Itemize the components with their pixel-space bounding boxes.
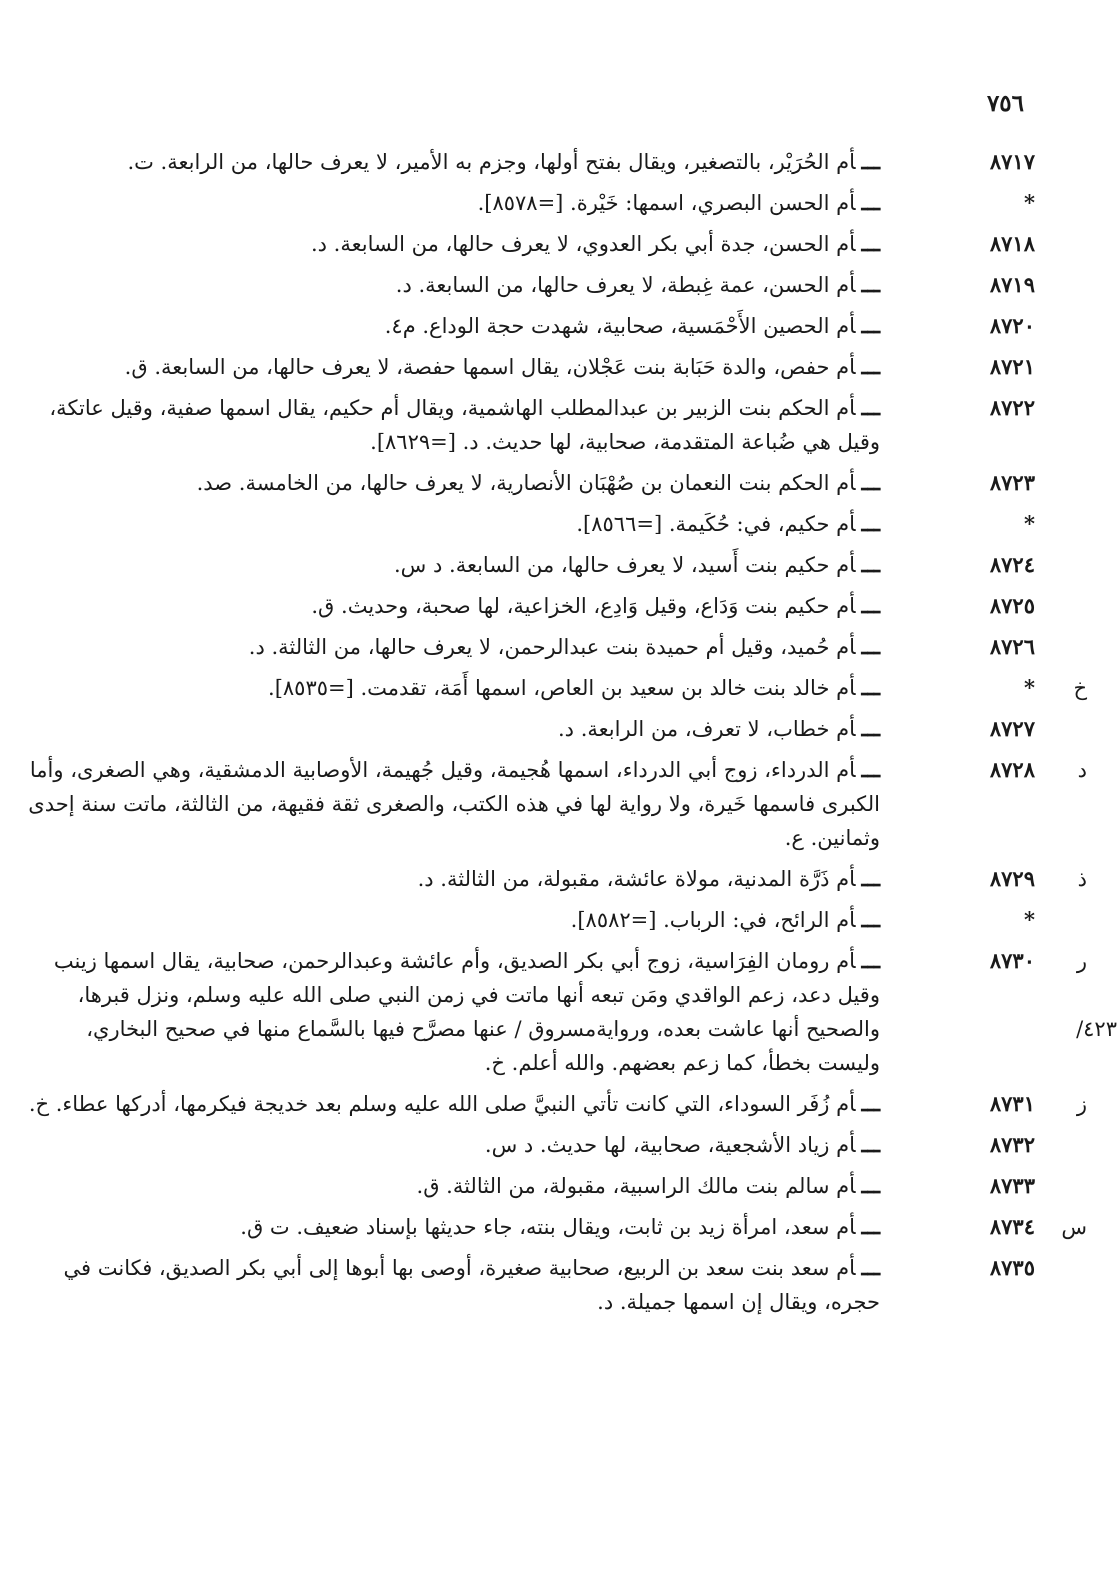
entry-text: أم زياد الأشجعية، صحابية، لها حديث. د س. [484, 1133, 856, 1157]
entry [20, 1128, 1035, 1162]
entry-text: أم حكيم بنت أَسيد، لا يعرف حالها، من السابعة. د س. [394, 553, 856, 577]
entry [20, 268, 1035, 302]
entry-dash: ـــ [861, 470, 880, 495]
entry-text: أم سالم بنت مالك الراسبية، مقبولة، من الثالثة. ق. [416, 1174, 856, 1198]
entry-number: ٨٧٢٤ [989, 552, 1035, 577]
entry-text: أم الرائح، في: الرباب. [=٨٥٨٢]. [570, 908, 856, 932]
entry-number: * [1024, 511, 1035, 536]
entry [20, 1251, 1035, 1319]
entry [20, 391, 1035, 459]
entry-dash: ـــ [861, 907, 880, 932]
entry-text: أم سعد بنت سعد بن الربيع، صحابية صغيرة، أوصى بها أبوها إلى أبي بكر الصديق، فكانت في حجره، ويقال إن اسمها جميلة. د. [63, 1256, 880, 1314]
entry-text: أم زُفَر السوداء، التي كانت تأتي النبيَّ صلى الله عليه وسلم بعد خديجة فيكرمها، أدركها عطاء. خ. [28, 1092, 856, 1116]
entry-dash: ـــ [861, 1255, 880, 1280]
entry-dash: ـــ [861, 948, 880, 973]
entry [20, 507, 1035, 541]
entry-text: أم خالد بنت خالد بن سعيد بن العاص، اسمها أَمَة، تقدمت. [=٨٥٣٥]. [268, 676, 856, 700]
entry-dash: ـــ [861, 716, 880, 741]
entry-dash: ـــ [861, 1132, 880, 1157]
entry-text: أم ذَرَّة المدنية، مولاة عائشة، مقبولة، من الثالثة. د. [417, 867, 856, 891]
entry-dash: ـــ [861, 866, 880, 891]
entry [20, 186, 1035, 220]
entry-dash: ـــ [861, 190, 880, 215]
margin-page-reference: ٤٢٣/ [1076, 1017, 1117, 1041]
entry-number: ٨٧٢٠ [989, 313, 1035, 338]
entry-text: أم حكيم بنت وَدَاع، وقيل وَادِع، الخزاعية، لها صحبة، وحديث. ق. [311, 594, 856, 618]
entry-number: ٨٧٣٤ [989, 1214, 1035, 1239]
entry [20, 309, 1035, 343]
margin-letter: ذ [1077, 867, 1087, 891]
entry [20, 1169, 1035, 1203]
entry-text: أم الحكم بنت النعمان بن صُهْبَان الأنصارية، لا يعرف حالها، من الخامسة. صد. [196, 471, 856, 495]
margin-letter: خ [1073, 676, 1087, 700]
entry-text: أم رومان الفِرَاسية، زوج أبي بكر الصديق، وأم عائشة وعبدالرحمن، صحابية، يقال اسمها زينب وقيل دعد، زعم الواقدي ومَن تبعه أنها ماتت في زمن النبي صلى الله عليه وسلم، ونزل قبرها، والصحيح أنها عاشت بعده، وروايةمسروق / عنها مصرَّح فيها بالسَّماع منها في صحيح البخاري، وليست بخطأ، كما زعم بعضهم. والله أعلم. خ. [53, 949, 880, 1075]
entry-number: ٨٧٢٢ [989, 395, 1035, 420]
entry-dash: ـــ [861, 1091, 880, 1116]
entry-dash: ـــ [861, 757, 880, 782]
entry-number: ٨٧٣٢ [989, 1132, 1035, 1157]
entry-text: أم حُميد، وقيل أم حميدة بنت عبدالرحمن، لا يعرف حالها، من الثالثة. د. [248, 635, 856, 659]
entry [20, 466, 1035, 500]
entry-text: أم الحسن، جدة أبي بكر العدوي، لا يعرف حالها، من السابعة. د. [310, 232, 856, 256]
entry-dash: ـــ [861, 552, 880, 577]
entry-text: أم خطاب، لا تعرف، من الرابعة. د. [558, 717, 856, 741]
entries-list [20, 145, 1117, 1326]
entry-text: أم حفص، والدة حَبَابة بنت عَجْلان، يقال اسمها حفصة، لا يعرف حالها، من السابعة. ق. [124, 355, 856, 379]
entry [20, 753, 1087, 855]
entry-number: ٨٧١٧ [989, 149, 1035, 174]
entry-dash: ـــ [861, 313, 880, 338]
entry-number: ٨٧٣٣ [989, 1173, 1035, 1198]
entry [20, 227, 1035, 261]
entry [20, 548, 1035, 582]
entry-number: * [1024, 190, 1035, 215]
entry-number: ٨٧٢٣ [989, 470, 1035, 495]
entry [20, 944, 1117, 1080]
entry-dash: ـــ [861, 231, 880, 256]
entry-number: ٨٧٢٨ [989, 757, 1035, 782]
entry-dash: ـــ [861, 634, 880, 659]
entry-number: ٨٧١٩ [989, 272, 1035, 297]
entry-number: ٨٧٣٥ [989, 1255, 1035, 1280]
entry [20, 589, 1035, 623]
entry [20, 145, 1035, 179]
entry-number: ٨٧٢٧ [989, 716, 1035, 741]
entry-dash: ـــ [861, 272, 880, 297]
entry-number: ٨٧٢٦ [989, 634, 1035, 659]
entry-text: أم الدرداء، زوج أبي الدرداء، اسمها هُجيمة، وقيل جُهيمة، الأوصابية الدمشقية، وهي الصغرى، وأما الكبرى فاسمها خَيرة، ولا رواية لها في هذه الكتب، والصغرى ثقة فقيهة، من الثالثة، ماتت سنة إحدى وثمانين. ع. [28, 758, 880, 850]
entry-text: أم الحصين الأَحْمَسية، صحابية، شهدت حجة الوداع. م٤. [384, 314, 856, 338]
entry-number: ٨٧٣٠ [989, 948, 1035, 973]
entry-text: أم سعد، امرأة زيد بن ثابت، ويقال بنته، جاء حديثها بإسناد ضعيف. ت ق. [240, 1215, 856, 1239]
margin-letter: ز [1076, 1092, 1087, 1116]
entry-text: أم الحسن، عمة غِبطة، لا يعرف حالها، من السابعة. د. [395, 273, 856, 297]
entry [20, 862, 1087, 896]
margin-letter: ر [1076, 949, 1087, 973]
entry [20, 630, 1035, 664]
entry-dash: ـــ [861, 395, 880, 420]
entry-dash: ـــ [861, 593, 880, 618]
entry-dash: ـــ [861, 675, 880, 700]
margin-letter: س [1061, 1215, 1087, 1239]
entry-text: أم حكيم، في: حُكَيمة. [=٨٥٦٦]. [576, 512, 856, 536]
entry-text: أم الحكم بنت الزبير بن عبدالمطلب الهاشمية، ويقال أم حكيم، يقال اسمها صفية، وقيل عاتكة، وقيل هي ضُباعة المتقدمة، صحابية، لها حديث. د. [=٨٦٢٩]. [49, 396, 880, 454]
entry [20, 1087, 1087, 1121]
entry-text: أم الحُرَيْر، بالتصغير، ويقال بفتح أولها، وجزم به الأمير، لا يعرف حالها، من الرابعة. ت. [127, 150, 856, 174]
entry-dash: ـــ [861, 1173, 880, 1198]
entry-dash: ـــ [861, 1214, 880, 1239]
margin-letter: د [1077, 758, 1087, 782]
entry-dash: ـــ [861, 511, 880, 536]
entry [20, 903, 1035, 937]
entry [20, 671, 1087, 705]
entry-number: * [1024, 675, 1035, 700]
entry-number: * [1024, 907, 1035, 932]
entry-number: ٨٧٣١ [989, 1091, 1035, 1116]
entry-number: ٨٧١٨ [989, 231, 1035, 256]
entry-number: ٨٧٢١ [989, 354, 1035, 379]
entry [20, 712, 1035, 746]
entry-dash: ـــ [861, 354, 880, 379]
entry [20, 1210, 1087, 1244]
page-number: ٧٥٦ [986, 90, 1024, 117]
entry-text: أم الحسن البصري، اسمها: خَيْرة. [=٨٥٧٨]. [477, 191, 856, 215]
entry-number: ٨٧٢٩ [989, 866, 1035, 891]
entry [20, 350, 1035, 384]
entry-dash: ـــ [861, 149, 880, 174]
entry-number: ٨٧٢٥ [989, 593, 1035, 618]
